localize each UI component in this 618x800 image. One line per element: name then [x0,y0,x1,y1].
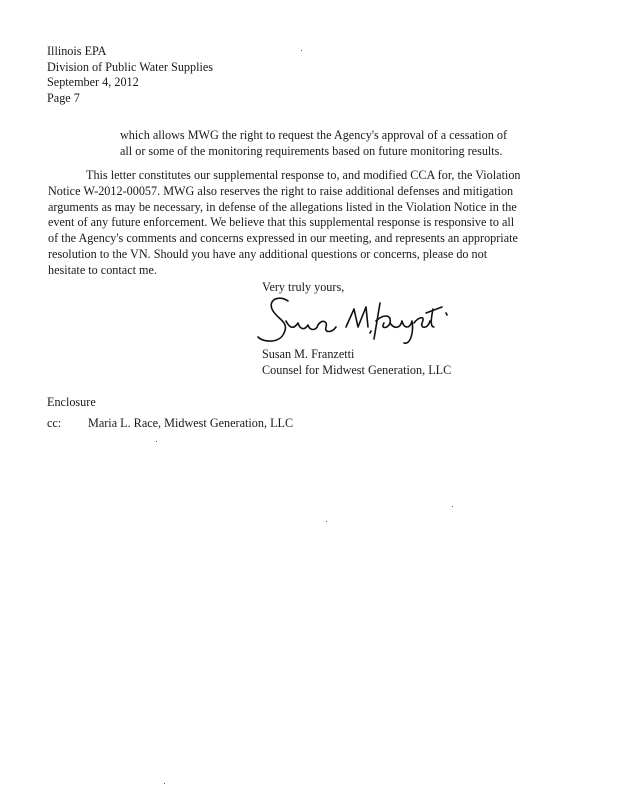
enclosure-label: Enclosure [47,395,96,409]
body-paragraph [48,168,523,279]
body-line: Notice W-2012-00057. MWG also reserves the right to raise additional defenses and mitigation [48,183,514,198]
scan-speck [301,50,302,51]
scan-speck [326,521,327,522]
recipient-division: Division of Public Water Supplies [47,59,214,74]
signer-name: Susan M. Franzetti [262,347,355,361]
handwritten-signature [250,293,450,349]
letter-date: September 4, 2012 [47,75,139,89]
letter-header [47,44,213,106]
recipient-name: Illinois EPA [47,44,107,58]
scan-speck [156,441,157,442]
body-line: resolution to the VN. Should you have any additional questions or concerns, please do not [48,246,488,261]
cc-label: cc: [47,416,62,430]
continuation-line: which allows MWG the right to request the Agency's approval of a cessation of [120,128,508,142]
cc-recipient: Maria L. Race, Midwest Generation, LLC [88,416,294,430]
closing-salutation: Very truly yours, [262,280,345,294]
scan-speck [164,783,165,784]
continuation-block [120,128,507,160]
scan-speck [452,506,453,507]
continuation-line: all or some of the monitoring requirements based on future monitoring results. [120,143,503,158]
body-line: arguments as may be necessary, in defense of the allegations listed in the Violation Notice in the [48,199,517,214]
signer-block [262,347,451,379]
body-line: This letter constitutes our supplemental response to, and modified CCA for, the Violation [86,168,521,182]
page-number: Page 7 [47,90,80,105]
body-line: event of any future enforcement. We believe that this supplemental response is responsive to all [48,215,515,230]
signer-title: Counsel for Midwest Generation, LLC [262,362,452,377]
body-line: of the Agency's comments and concerns expressed in our meeting, and represents an appropriate [48,231,518,246]
body-line: hesitate to contact me. [48,262,157,277]
